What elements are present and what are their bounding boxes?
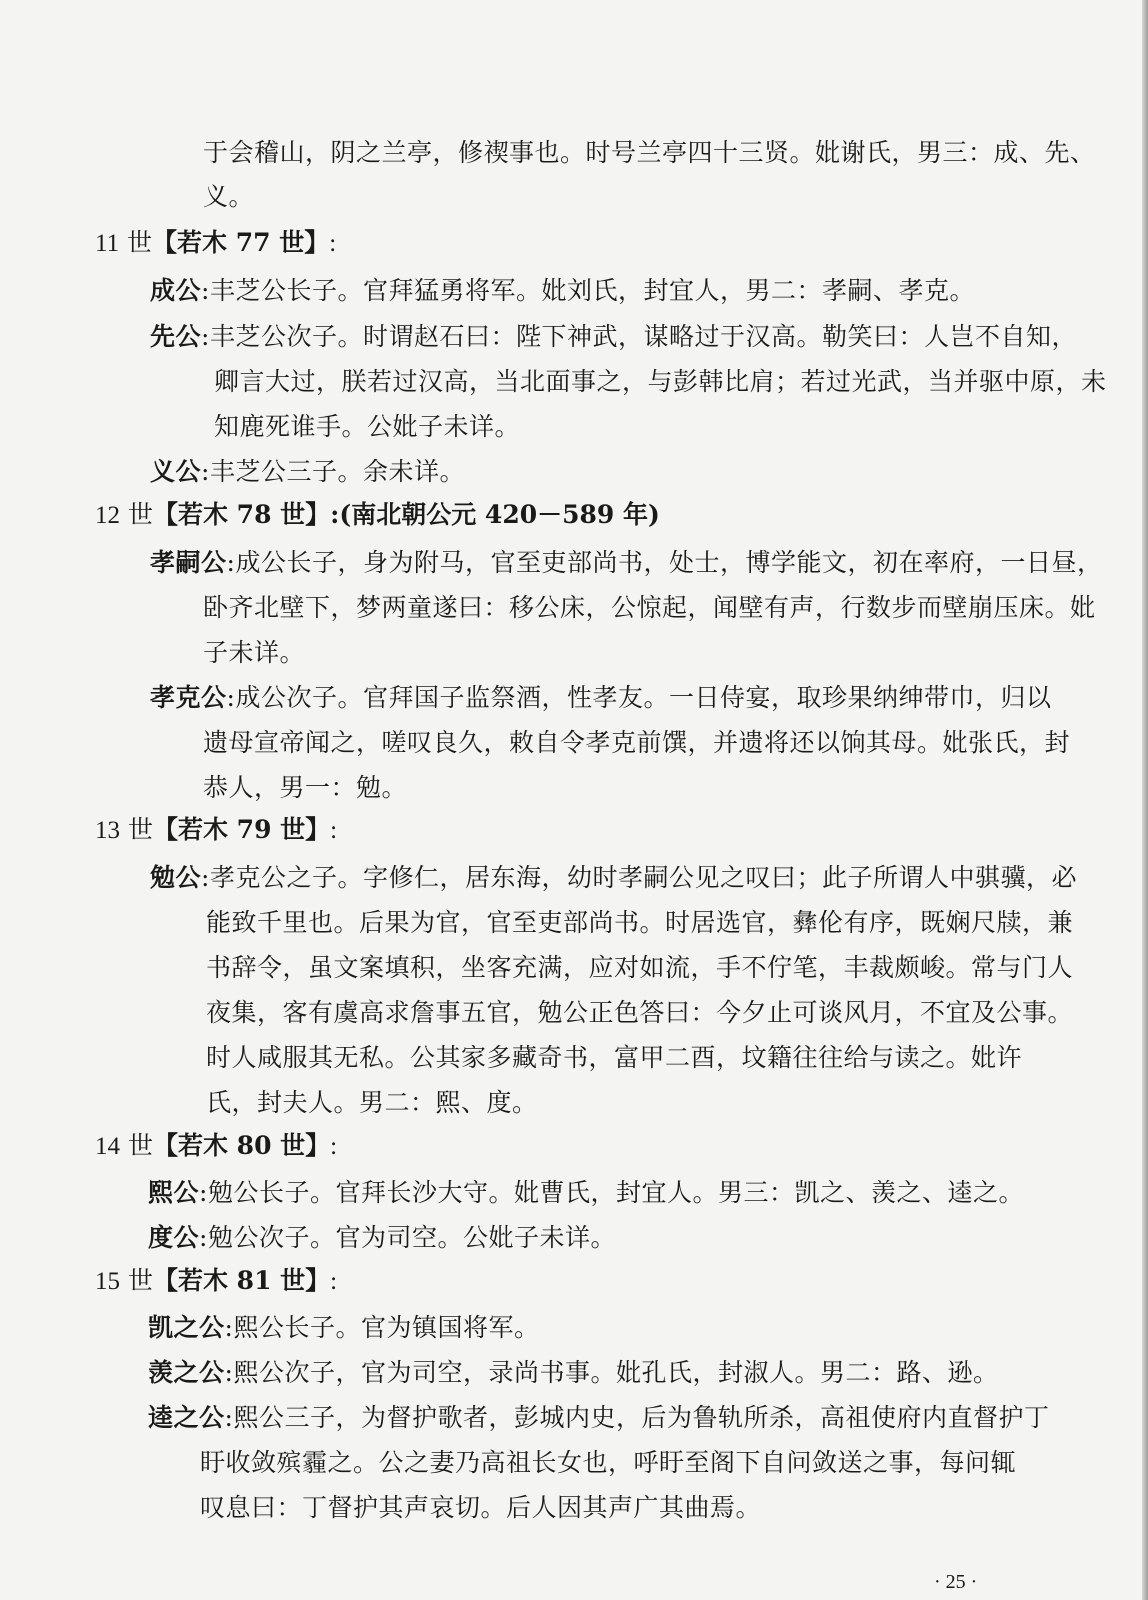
line-text: 卧齐北壁下，梦两童遂曰：移公床，公惊起，闻壁有声，行数步而壁崩压床。妣 bbox=[203, 593, 1096, 622]
line-text: 遗母宣帝闻之，嗟叹良久，敕自令孝克前馔，并遗将还以饷其母。妣张氏，封 bbox=[203, 728, 1071, 757]
line-text: 恭人，男一：勉。 bbox=[203, 773, 408, 802]
line-text: 盱收敛殡霾之。公之妻乃高祖长女也，呼盱至阁下自问敛送之事，每问辄 bbox=[200, 1448, 1017, 1477]
text-line bbox=[200, 1493, 761, 1523]
generation-bracket: 【若木 77 世】 bbox=[152, 228, 330, 257]
page-edge-shadow bbox=[1142, 0, 1148, 1600]
generation-heading-14 bbox=[95, 1131, 337, 1162]
text-line bbox=[206, 1088, 538, 1118]
generation-number: 11 bbox=[95, 230, 120, 257]
generation-bracket: 【若木 80 世】 bbox=[152, 1131, 331, 1160]
text-line bbox=[203, 773, 407, 803]
line-text: :成公次子。官拜国子监祭酒，性孝友。一日侍宴，取珍果纳绅带巾，归以 bbox=[226, 683, 1052, 712]
person-name: 勉公 bbox=[150, 863, 202, 892]
text-line bbox=[214, 412, 520, 442]
text-line bbox=[206, 1043, 1022, 1073]
generation-suffix: : bbox=[330, 1268, 338, 1295]
text-line bbox=[206, 998, 1073, 1028]
person-name: 孝克公 bbox=[150, 683, 227, 712]
generation-suffix: : bbox=[330, 1133, 338, 1160]
generation-number: 13 bbox=[95, 817, 120, 844]
line-text: 于会稽山，阴之兰亭，修禊事也。时号兰亭四十三贤。妣谢氏，男三：成、先、 bbox=[203, 138, 1096, 167]
entry-line bbox=[150, 683, 1051, 713]
entry-line bbox=[148, 1178, 1024, 1208]
line-text: :熙公长子。官为镇国将军。 bbox=[224, 1313, 540, 1342]
line-text: 叹息曰：丁督护其声哀切。后人因其声广其曲焉。 bbox=[200, 1493, 762, 1522]
entry-line bbox=[150, 457, 465, 487]
person-name: 羡之公 bbox=[148, 1358, 225, 1387]
person-name: 逵之公 bbox=[148, 1403, 225, 1432]
line-text: 能致千里也。后果为官，官至吏部尚书。时居选官，彝伦有序，既娴尺牍，兼 bbox=[206, 908, 1074, 937]
generation-word: 世 bbox=[127, 500, 153, 529]
text-line bbox=[200, 1448, 1016, 1478]
line-text: :熙公次子，官为司空，录尚书事。妣孔氏，封淑人。男二：路、逊。 bbox=[224, 1358, 999, 1387]
generation-word: 世 bbox=[127, 228, 153, 257]
generation-bracket: 【若木 81 世】 bbox=[152, 1266, 331, 1295]
person-name: 孝嗣公 bbox=[150, 548, 227, 577]
generation-word: 世 bbox=[127, 1131, 153, 1160]
person-name: 度公 bbox=[148, 1223, 200, 1252]
page-number: · 25 · bbox=[934, 1571, 978, 1593]
entry-line bbox=[148, 1403, 1049, 1433]
line-text: :熙公三子，为督护歌者，彭城内史，后为鲁轨所杀，高祖使府内直督护丁 bbox=[224, 1403, 1050, 1432]
generation-heading-11 bbox=[95, 228, 336, 259]
line-text: 书辞令，虽文案填积，坐客充满，应对如流，手不佇笔，丰裁颇峻。常与门人 bbox=[206, 953, 1074, 982]
entry-line bbox=[150, 863, 1077, 893]
text-line bbox=[203, 638, 305, 668]
line-text: :勉公次子。官为司空。公妣子未详。 bbox=[199, 1223, 616, 1252]
line-text: 夜集，客有虞高求詹事五官，勉公正色答曰：今夕止可谈风月，不宜及公事。 bbox=[206, 998, 1074, 1027]
entry-line bbox=[150, 548, 1102, 578]
generation-number: 15 bbox=[95, 1268, 120, 1295]
line-text: 子未详。 bbox=[203, 638, 306, 667]
entry-line bbox=[148, 1313, 539, 1343]
line-text: :孝克公之子。字修仁，居东海，幼时孝嗣公见之叹曰；此子所谓人中骐骥，必 bbox=[201, 863, 1077, 892]
text-line bbox=[214, 367, 1107, 397]
line-text: 时人咸服其无私。公其家多藏奇书，富甲二酉，坟籍往往给与读之。妣许 bbox=[206, 1043, 1023, 1072]
generation-word: 世 bbox=[127, 815, 153, 844]
person-name: 成公 bbox=[150, 276, 202, 305]
generation-suffix: : bbox=[329, 230, 337, 257]
person-name: 熙公 bbox=[148, 1178, 200, 1207]
text-line bbox=[203, 593, 1096, 623]
line-text: :勉公长子。官拜长沙大守。妣曹氏，封宜人。男三：凯之、羡之、逵之。 bbox=[199, 1178, 1024, 1207]
generation-word: 世 bbox=[127, 1266, 153, 1295]
line-text: :丰芝公长子。官拜猛勇将军。妣刘氏，封宜人，男二：孝嗣、孝克。 bbox=[201, 276, 975, 305]
generation-heading-13 bbox=[95, 815, 337, 846]
generation-suffix: : bbox=[330, 817, 338, 844]
line-text: 知鹿死谁手。公妣子未详。 bbox=[214, 412, 521, 441]
person-name: 先公 bbox=[150, 322, 202, 351]
line-text: 氏，封夫人。男二：熙、度。 bbox=[206, 1088, 538, 1117]
line-text: 义。 bbox=[203, 182, 255, 211]
generation-heading-12 bbox=[95, 500, 660, 531]
generation-bracket: 【若木 79 世】 bbox=[152, 815, 331, 844]
person-name: 义公 bbox=[150, 457, 202, 486]
line-text: 卿言大过，朕若过汉高，当北面事之，与彭韩比肩；若过光武，当并驱中原，未 bbox=[214, 367, 1107, 396]
text-line bbox=[203, 182, 254, 212]
line-text: :丰芝公次子。时谓赵石曰：陛下神武，谋略过于汉高。勒笑曰：人岂不自知， bbox=[201, 322, 1077, 351]
line-text: :成公长子，身为附马，官至吏部尚书，处士，博学能文，初在率府，一日昼， bbox=[226, 548, 1103, 577]
generation-number: 14 bbox=[95, 1133, 120, 1160]
entry-line bbox=[148, 1223, 616, 1253]
person-name: 凯之公 bbox=[148, 1313, 225, 1342]
entry-line bbox=[148, 1358, 998, 1388]
text-line bbox=[206, 908, 1073, 938]
generation-heading-15 bbox=[95, 1266, 337, 1297]
generation-bracket: 【若木 78 世】:(南北朝公元 420－589 年) bbox=[152, 500, 660, 529]
text-line bbox=[203, 728, 1070, 758]
entry-line bbox=[150, 322, 1077, 352]
line-text: :丰芝公三子。余未详。 bbox=[201, 457, 465, 486]
text-line bbox=[206, 953, 1073, 983]
text-line bbox=[203, 138, 1096, 168]
generation-number: 12 bbox=[95, 502, 120, 529]
entry-line bbox=[150, 276, 975, 306]
